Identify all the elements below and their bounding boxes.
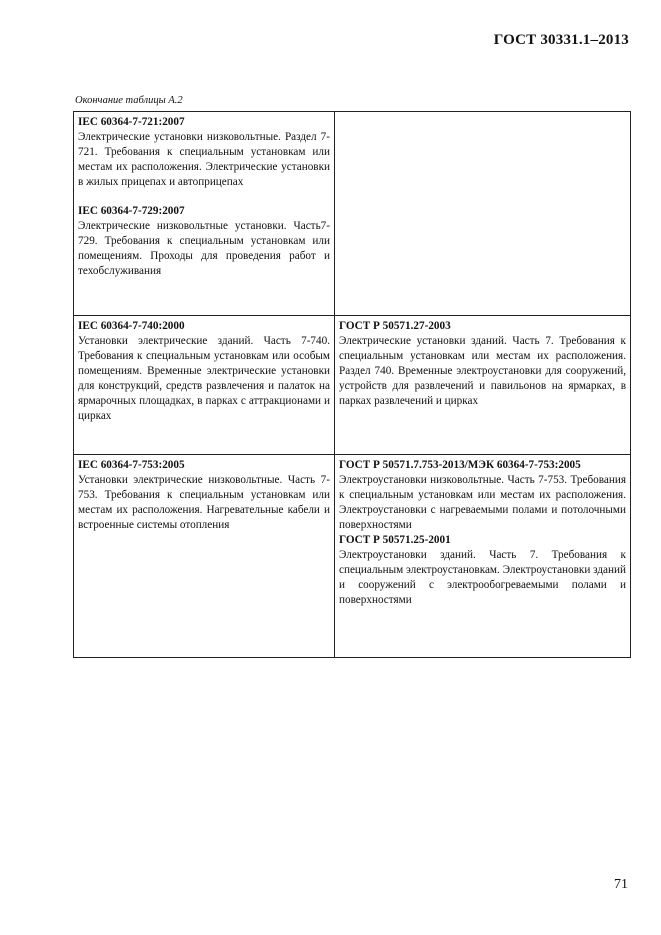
table-cell-international — [74, 316, 335, 455]
standard-code: IEC 60364-7-721:2007 — [78, 116, 185, 128]
table-cell-national — [335, 316, 631, 455]
standard-title: Электрические установки низковольтные. Раздел 7-721. Требования к специальным установкам или местам их расположения. Электрические установки в жилых прицепах и автоприцепах — [78, 131, 330, 188]
table-cell-national — [335, 455, 631, 658]
table-row — [74, 455, 631, 658]
standards-correspondence-table — [73, 111, 631, 658]
page-number: 71 — [614, 877, 628, 892]
standard-code: IEC 60364-7-740:2000 — [78, 320, 185, 332]
standard-title: Электроустановки низковольтные. Часть 7-753. Требования к специальным установкам или местам их расположения. Электроустановки с нагреваемыми полами и потолочными поверхностями — [339, 474, 626, 531]
standard-title: Электрические низковольтные установки. Часть7-729. Требования к специальным установкам или помещениям. Проходы для проведения работ и техобслуживания — [78, 220, 330, 277]
standard-code: IEC 60364-7-753:2005 — [78, 459, 185, 471]
table-cell-international — [74, 455, 335, 658]
table-cell-national-empty — [335, 112, 631, 316]
table-caption: Окончание таблицы А.2 — [75, 95, 183, 106]
table-row — [74, 112, 631, 316]
standard-code: ГОСТ Р 50571.27-2003 — [339, 320, 451, 332]
document-code: ГОСТ 30331.1–2013 — [493, 32, 629, 48]
standard-title: Установки электрические низковольтные. Часть 7-753. Требования к специальным установкам или местам их расположения. Нагревательные кабели и встроенные системы отопления — [78, 474, 330, 531]
standard-code: ГОСТ Р 50571.25-2001 — [339, 534, 451, 546]
standard-code: ГОСТ Р 50571.7.753-2013/МЭК 60364-7-753:2005 — [339, 459, 581, 471]
standard-title: Установки электрические зданий. Часть 7-740. Требования к специальным установкам или особым помещениям. Временные электрические установки для конструкций, средств развлечения и палаток на ярмарочных площадках, в парках с аттракционами и цирках — [78, 335, 330, 422]
table-cell-international — [74, 112, 335, 316]
standard-title: Электрические установки зданий. Часть 7. Требования к специальным установкам или местам их расположения. Раздел 740. Временные электроустановки для сооружений, устройств для развлечений и павильонов на ярмарках, в парках развлечений и цирках — [339, 335, 626, 407]
standard-code: IEC 60364-7-729:2007 — [78, 205, 185, 217]
table-row — [74, 316, 631, 455]
standard-title: Электроустановки зданий. Часть 7. Требования к специальным электроустановкам. Электроустановки зданий и сооружений с электрообогреваемыми полами и поверхностями — [339, 549, 626, 606]
